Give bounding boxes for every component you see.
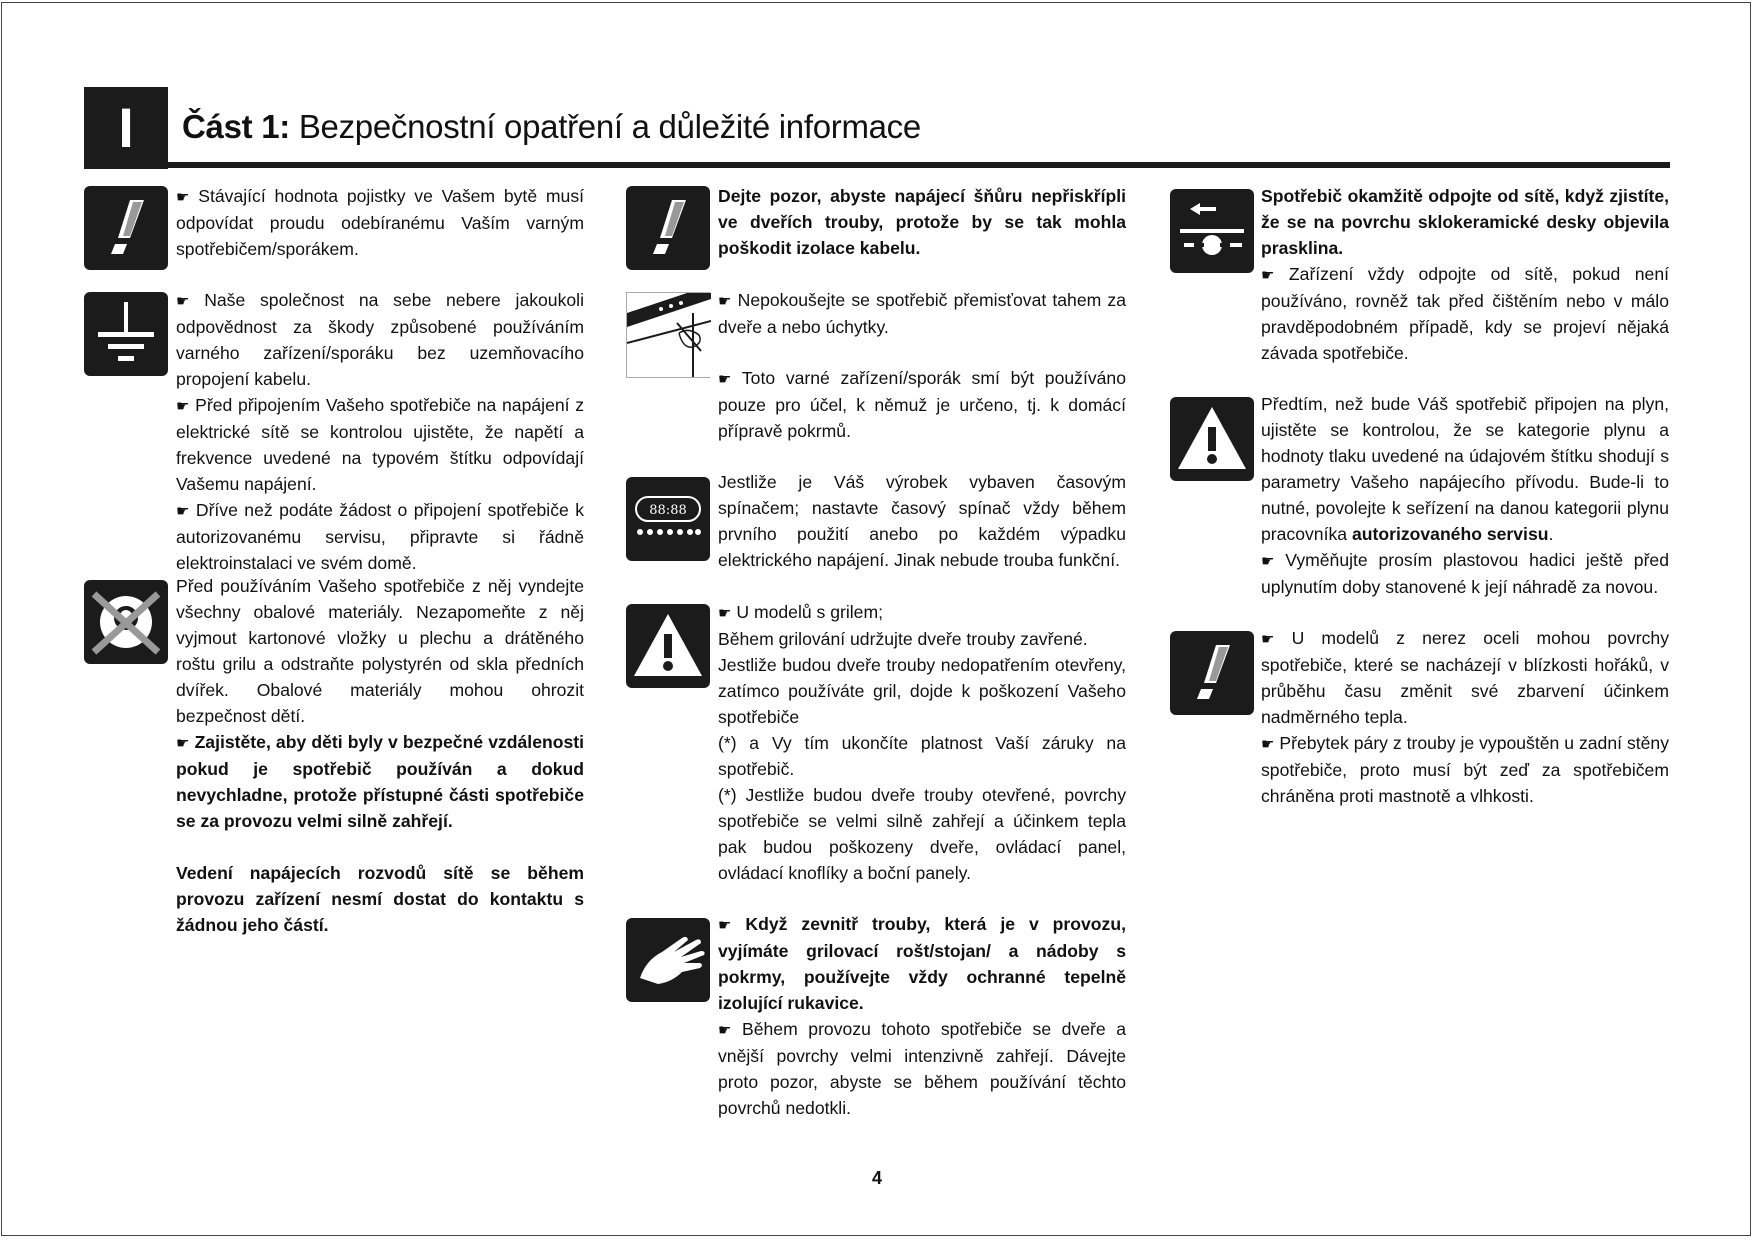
moving-notice — [718, 287, 1126, 340]
warning-triangle-icon — [626, 604, 710, 688]
grounding-notice — [176, 287, 584, 576]
exclamation-icon — [626, 186, 710, 270]
pointing-hand-icon: ☛ — [1261, 735, 1275, 753]
notice-text: U modelů z nerez oceli mohou povrchy spotřebiče, které se nacházejí v blízkosti hořáků, v průběhu času změnit své zbarvení účinkem nadměrného tepla. — [1261, 628, 1669, 727]
no-packaging-icon — [84, 580, 168, 664]
pointing-hand-icon: ☛ — [1261, 266, 1275, 284]
notice-text: Vedení napájecích rozvodů sítě se během provozu zařízení nesmí dostat do kontaktu s žádnou jeho částí. — [176, 863, 584, 935]
fuse-notice — [176, 183, 584, 262]
notice-text: Spotřebič okamžitě odpojte od sítě, když zjistíte, že se na povrchu sklokeramické desky objevila prasklina. — [1261, 186, 1669, 258]
pointing-hand-icon: ☛ — [718, 370, 732, 388]
notice-text: Před připojením Vašeho spotřebiče na napájení z elektrické sítě se kontrolou ujistěte, že napětí a frekvence uvedené na typovém štítku odpovídají Vašemu napájení. — [176, 395, 585, 494]
pointing-hand-icon: ☛ — [718, 1021, 732, 1039]
notice-text: U modelů s grilem; — [736, 602, 884, 622]
pointing-hand-icon: ☛ — [1261, 552, 1275, 570]
gas-notice — [1261, 391, 1669, 600]
pointing-hand-icon: ☛ — [176, 188, 190, 206]
title-part-label: Část 1: — [182, 108, 290, 145]
authorized-service-label: autorizovaného servisu — [1351, 524, 1549, 544]
notice-text: Přebytek páry z trouby je vypouštěn u zadní stěny spotřebiče, proto musí být zeď za spotřebičem chráněna proti mastnotě a vlhkosti. — [1261, 733, 1669, 806]
notice-text-end: . — [1548, 524, 1554, 544]
timer-notice — [718, 469, 1126, 573]
notice-text: (*) a Vy tím ukončíte platnost Vaší záruky na spotřebič. — [718, 733, 1126, 779]
notice-text: Jestliže budou dveře trouby nedopatřením otevřeny, zatímco používáte gril, dojde k poškození Vašeho spotřebiče — [718, 655, 1126, 727]
notice-text: Stávající hodnota pojistky ve Vašem bytě musí odpovídat proudu odebíranému Vaším varným spotřebičem/sporákem. — [176, 186, 585, 259]
notice-text: Naše společnost na sebe nebere jakoukoli odpovědnost za škody způsobené používáním varného zařízení/sporáku bez uzemňovacího propojení kabelu. — [176, 290, 584, 389]
notice-text: Jestliže je Váš výrobek vybaven časovým spínačem; nastavte časový spínač vždy během prvního použití anebo po každém výpadku elektrického napájení. Jinak nebude trouba funkční. — [718, 472, 1126, 570]
notice-text: Dříve než podáte žádost o připojení spotřebiče k autorizovanému servisu, připravte si řádně elektroinstalaci ve svém domě. — [176, 500, 584, 573]
notice-text: Když zevnitř trouby, která je v provozu, vyjímáte grilovací rošt/stojan/ a nádoby s pokrmy, používejte vždy ochranné tepelně izolující rukavice. — [718, 914, 1126, 1013]
disconnect-notice — [1261, 183, 1669, 366]
warning-triangle-icon — [1170, 397, 1254, 481]
pointing-hand-icon: ☛ — [176, 734, 190, 752]
notice-text: Během provozu tohoto spotřebiče se dveře a vnější povrchy velmi intenzivně zahřejí. Dávejte proto pozor, abyste se během používání těchto povrchů nedotkli. — [718, 1019, 1127, 1118]
notice-text: Předtím, než bude Váš spotřebič připojen na plyn, ujistěte se kontrolou, že se kategorie plynu a hodnoty tlaku uvedené na údajovém štítku shodují s parametry Vašeho napájecího přívodu. Bude-li to nutné, povolejte k seřízení na danou kategorii plynu pracovníka — [1261, 394, 1669, 544]
notice-text: Vyměňujte prosím plastovou hadici ještě před uplynutím doby stanovené k její náhradě za novou. — [1261, 550, 1670, 597]
page-title — [182, 108, 921, 146]
hand-glove-icon — [626, 918, 710, 1002]
pointing-hand-icon: ☛ — [718, 916, 732, 934]
notice-text: Zařízení vždy odpojte od sítě, pokud není používáno, rovněž tak před čištěním nebo v málo pravděpodobném případě, kdy se projeví nějaká závada spotřebiče. — [1261, 264, 1669, 363]
page-number: 4 — [871, 1168, 882, 1188]
oven-door-icon — [626, 292, 710, 378]
packaging-notice — [176, 573, 584, 938]
notice-text: Zajistěte, aby děti byly v bezpečné vzdálenosti pokud je spotřebič používán a dokud nevychladne, protože přístupné části spotřebiče se za provozu velmi silně zahřejí. — [176, 732, 585, 831]
title-text: Bezpečnostní opatření a důležité informace — [289, 108, 921, 145]
gloves-notice — [718, 911, 1126, 1121]
exclamation-icon — [84, 186, 168, 270]
exclamation-icon — [1170, 631, 1254, 715]
chapter-mark: I — [118, 96, 134, 159]
notice-text: Během grilování udržujte dveře trouby zavřené. — [718, 629, 1088, 649]
pointing-hand-icon: ☛ — [718, 292, 732, 310]
stainless-notice — [1261, 625, 1669, 809]
grill-notice — [718, 599, 1126, 886]
pointing-hand-icon: ☛ — [718, 604, 732, 622]
intended-use-notice — [718, 365, 1126, 444]
timer-icon — [626, 477, 710, 561]
pointing-hand-icon: ☛ — [176, 397, 190, 415]
notice-text: (*) Jestliže budou dveře trouby otevřené, povrchy spotřebiče se velmi silně zahřejí a účinkem tepla pak budou poškozeny dveře, ovládací panel, ovládací knoflíky a boční panely. — [718, 785, 1126, 883]
notice-text: Před používáním Vašeho spotřebiče z něj vyndejte všechny obalové materiály. Nezapomeňte z něj vyjmout kartonové vložky u plechu a drátěného roštu grilu a odstraňte polystyrén od skla předních dvířek. Obalové materiály mohou ohrozit bezpečnost dětí. — [176, 576, 584, 726]
timer-display: 88:88 — [649, 503, 687, 518]
pointing-hand-icon: ☛ — [176, 292, 190, 310]
notice-text: Dejte pozor, abyste napájecí šňůru nepřiskřípli ve dveřích trouby, protože by se tak mohla poškodit izolace kabelu. — [718, 186, 1126, 258]
chapter-badge — [84, 87, 168, 169]
ground-icon — [84, 292, 168, 376]
pointing-hand-icon: ☛ — [176, 502, 190, 520]
notice-text: Nepokoušejte se spotřebič přemisťovat tahem za dveře a nebo úchytky. — [718, 290, 1127, 337]
unplug-icon — [1170, 189, 1254, 273]
title-rule — [168, 162, 1670, 168]
power-cord-notice — [718, 183, 1126, 261]
notice-text: Toto varné zařízení/sporák smí být používáno pouze pro účel, k němuž je určeno, tj. k domácí přípravě pokrmů. — [718, 368, 1126, 441]
pointing-hand-icon: ☛ — [1261, 630, 1275, 648]
